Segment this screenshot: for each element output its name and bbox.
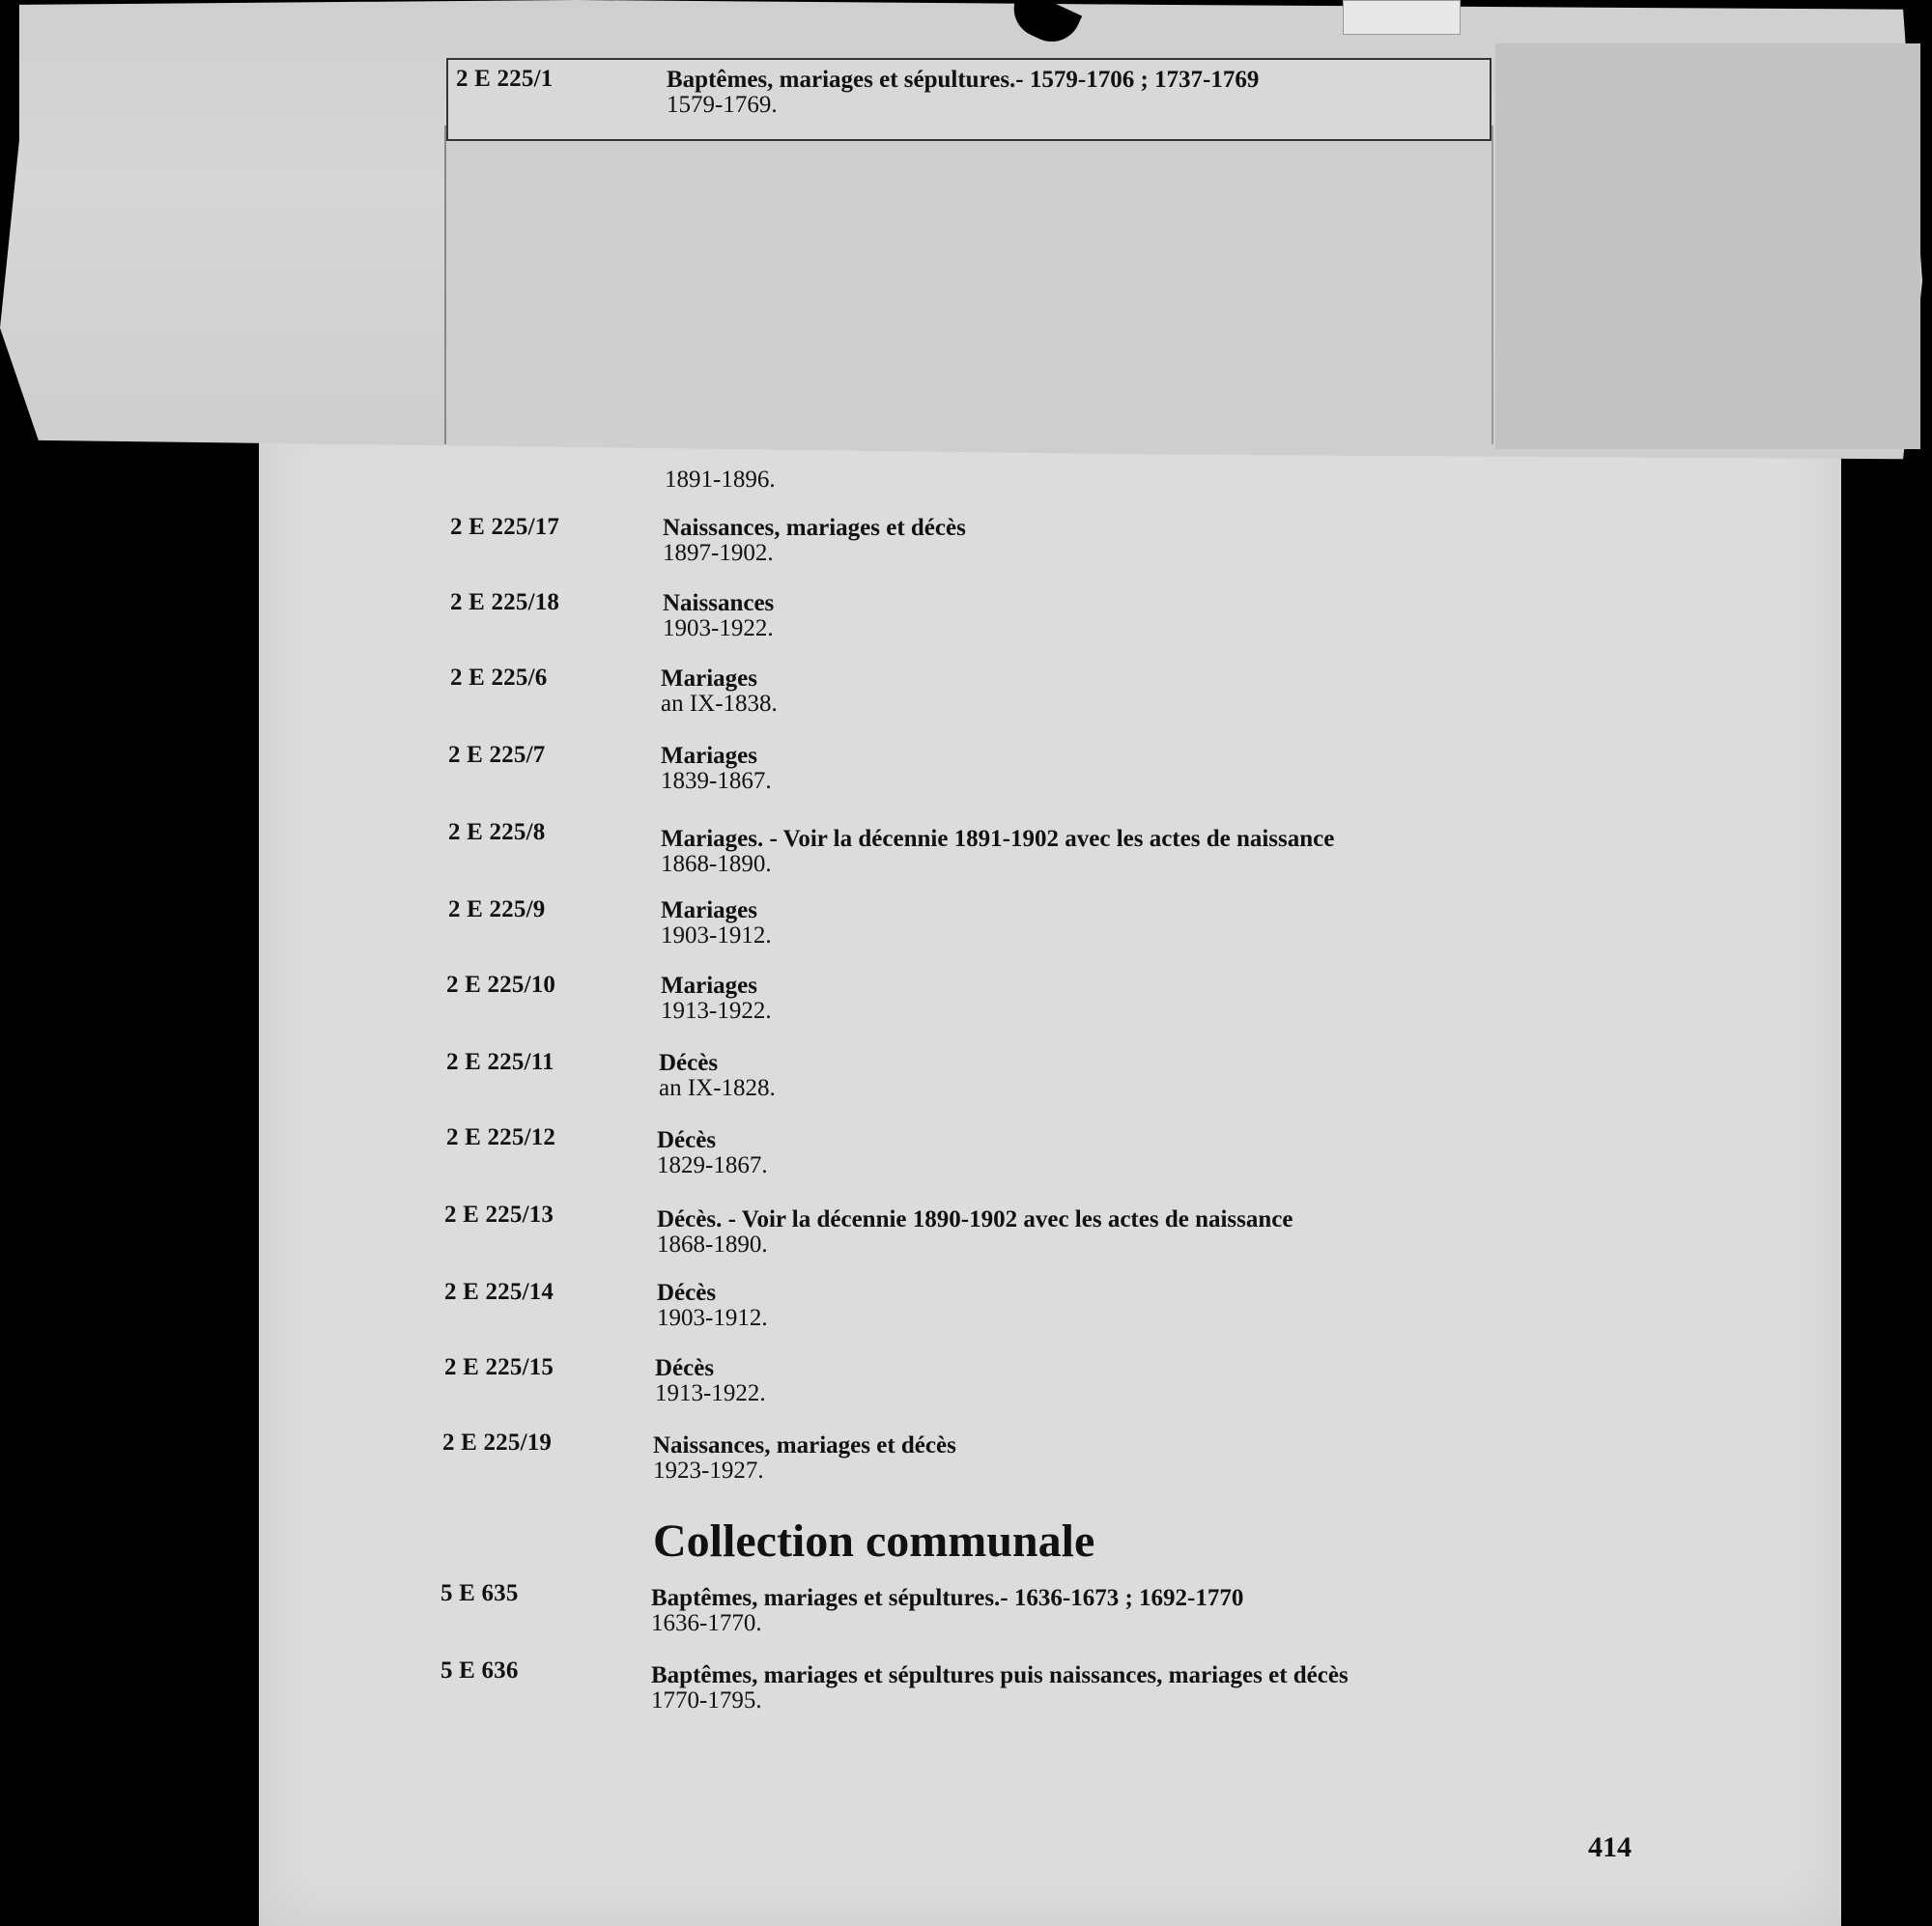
entry-dates: 1829-1867. — [657, 1152, 768, 1178]
strip-cote: 2 E 225/1 — [456, 66, 554, 92]
entry-description — [661, 827, 1334, 877]
entry-cote: 2 E 225/11 — [446, 1049, 554, 1075]
slip-inner-panel — [444, 126, 1493, 444]
strip-dates: 1579-1769. — [667, 92, 778, 118]
entry-cote: 2 E 225/18 — [450, 589, 560, 615]
entry-cote: 5 E 635 — [440, 1580, 519, 1606]
entry-title: Décès. - Voir la décennie 1890-1902 avec les actes de naissance — [657, 1206, 1293, 1232]
entry-description — [661, 666, 778, 717]
entry-cote: 2 E 225/6 — [450, 665, 548, 691]
entry-dates: 1923-1927. — [653, 1458, 764, 1484]
entry-description — [661, 744, 772, 794]
entry-cote: 2 E 225/12 — [446, 1124, 556, 1150]
entry-dates: 1636-1770. — [651, 1610, 762, 1636]
entry-dates: 1897-1902. — [663, 540, 774, 566]
entry-dates: 1868-1890. — [661, 851, 772, 877]
entry-title: Baptêmes, mariages et sépultures.- 1636-1673 ; 1692-1770 — [651, 1585, 1244, 1611]
entry-title: Naissances — [663, 590, 775, 616]
entry-description — [661, 898, 772, 949]
partial-entry-dates: 1891-1896. — [665, 467, 776, 493]
entry-dates: 1770-1795. — [651, 1687, 762, 1714]
entry-title: Mariages — [661, 666, 757, 692]
entry-description — [655, 1356, 766, 1406]
entry-cote: 2 E 225/19 — [442, 1430, 553, 1456]
entry-description — [657, 1281, 768, 1331]
entry-dates: 1913-1922. — [655, 1380, 766, 1406]
strip-title: Baptêmes, mariages et sépultures.- 1579-1706 ; 1737-1769 — [667, 67, 1260, 93]
entry-cote: 2 E 225/14 — [444, 1279, 554, 1305]
entry-dates: 1868-1890. — [657, 1232, 768, 1258]
entry-description — [653, 1433, 956, 1484]
entry-title: Baptêmes, mariages et sépultures puis naissances, mariages et décès — [651, 1662, 1349, 1688]
entry-dates: 1903-1912. — [661, 922, 772, 949]
entry-dates: 1839-1867. — [661, 768, 772, 794]
entry-dates: an IX-1828. — [659, 1075, 776, 1101]
entry-title: Décès — [659, 1050, 719, 1076]
entry-title: Mariages — [661, 973, 757, 999]
entry-description — [659, 1051, 776, 1101]
entry-title: Mariages. - Voir la décennie 1891-1902 avec les actes de naissance — [661, 826, 1335, 852]
slip-tab — [1343, 0, 1461, 35]
entry-title: Naissances, mariages et décès — [653, 1432, 956, 1459]
partial-entry — [665, 467, 776, 493]
entry-title: Mariages — [661, 897, 757, 923]
entry-cote: 2 E 225/10 — [446, 972, 556, 998]
entry-cote: 2 E 225/9 — [448, 896, 546, 922]
entry-description — [657, 1128, 768, 1178]
strip-description — [667, 68, 1259, 118]
page-number: 414 — [1588, 1831, 1632, 1863]
entry-cote: 2 E 225/15 — [444, 1354, 554, 1380]
section-heading: Collection communale — [653, 1515, 1095, 1567]
pasted-strip — [446, 58, 1492, 141]
entry-cote: 2 E 225/7 — [448, 742, 546, 768]
entry-title: Mariages — [661, 743, 757, 769]
entry-title: Naissances, mariages et décès — [663, 515, 966, 541]
entry-title: Décès — [657, 1127, 717, 1153]
entry-cote: 5 E 636 — [440, 1657, 519, 1684]
entry-description — [657, 1207, 1293, 1258]
entry-description — [663, 591, 774, 641]
entry-dates: 1903-1922. — [663, 615, 774, 641]
entry-description — [651, 1663, 1349, 1714]
entry-description — [661, 974, 772, 1024]
entry-title: Décès — [657, 1280, 717, 1306]
entry-dates: 1913-1922. — [661, 998, 772, 1024]
entry-cote: 2 E 225/13 — [444, 1202, 554, 1228]
entry-cote: 2 E 225/8 — [448, 819, 546, 845]
entry-description — [663, 516, 966, 566]
entry-description — [651, 1586, 1243, 1636]
entry-title: Décès — [655, 1355, 715, 1381]
slip-shadow — [1495, 43, 1920, 449]
entry-dates: 1903-1912. — [657, 1305, 768, 1331]
entry-dates: an IX-1838. — [661, 691, 778, 717]
entry-cote: 2 E 225/17 — [450, 514, 560, 540]
